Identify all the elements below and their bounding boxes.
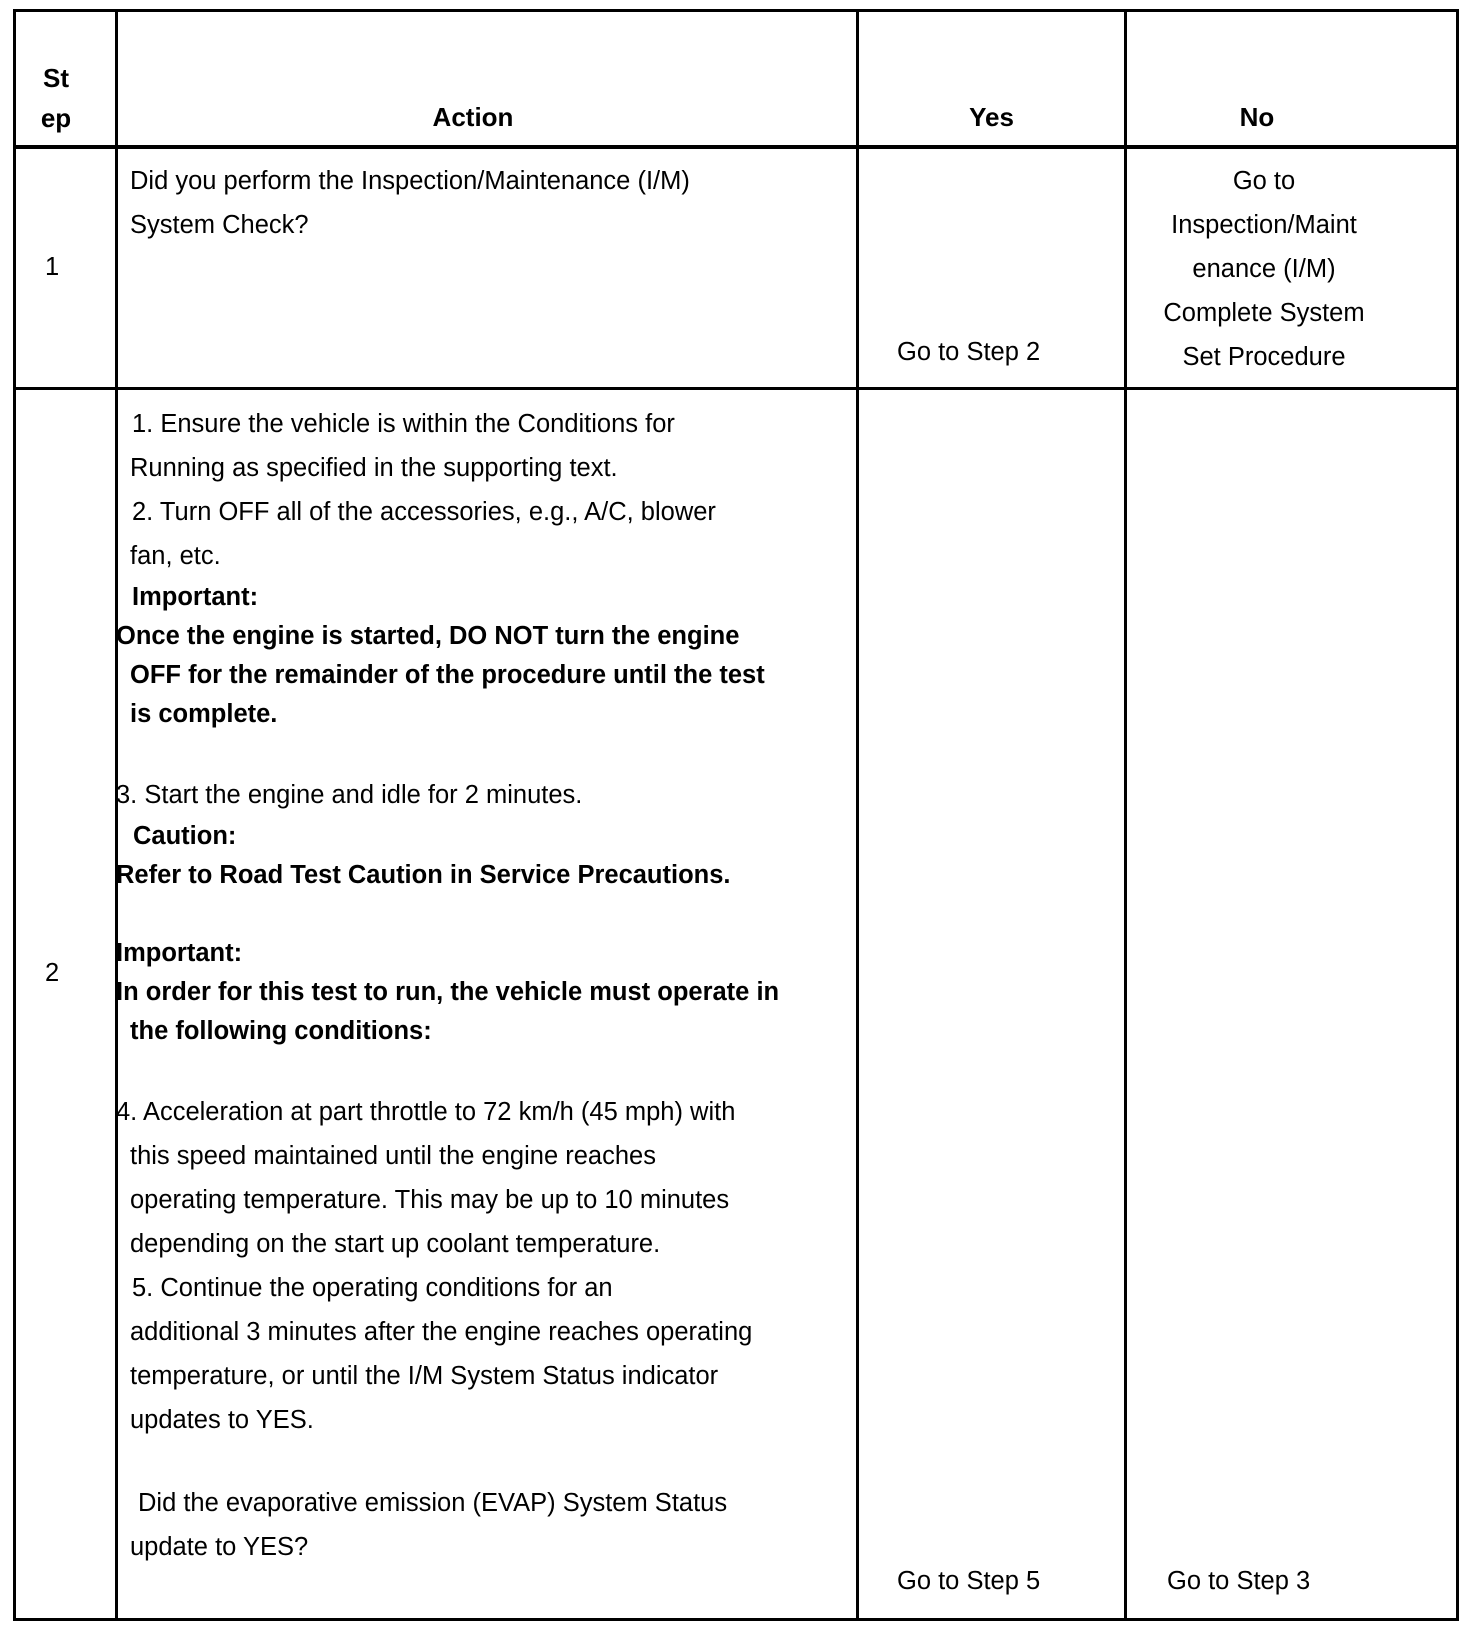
no-result-line: Go to: [1232, 167, 1296, 195]
diagnostic-table: [13, 9, 1459, 1621]
row-divider: [13, 387, 1459, 390]
no-result: Go to Step 3: [1167, 1567, 1311, 1595]
step-number: 2: [45, 959, 60, 987]
action-line: operating temperature. This may be up to 10 minutes: [130, 1186, 730, 1214]
action-line: 4. Acceleration at part throttle to 72 km/h (45 mph) with: [116, 1098, 736, 1126]
table-border-right: [1456, 9, 1459, 1621]
no-result-line: enance (I/M): [1192, 255, 1336, 283]
header-step-line1: St: [43, 63, 69, 93]
header-action: Action: [432, 102, 514, 132]
no-result-line: Complete System: [1163, 299, 1365, 327]
action-line: 2. Turn OFF all of the accessories, e.g., A/C, blower: [132, 498, 716, 526]
table-border-bottom: [13, 1618, 1459, 1621]
header-no: No: [1239, 102, 1275, 132]
no-result-line: Inspection/Maint: [1171, 211, 1357, 239]
row1-action: [130, 159, 690, 247]
action-line: 3. Start the engine and idle for 2 minutes.: [116, 781, 583, 809]
action-line: depending on the start up coolant temperature.: [130, 1230, 661, 1258]
yes-result: Go to Step 5: [897, 1567, 1041, 1595]
caution-note: Refer to Road Test Caution in Service Precautions.: [116, 861, 731, 889]
table-border-left: [13, 9, 16, 1621]
column-divider-action: [856, 9, 859, 1621]
header-divider: [13, 145, 1459, 149]
step-number: 1: [45, 253, 60, 281]
column-divider-yes: [1124, 9, 1127, 1621]
action-line: 1. Ensure the vehicle is within the Conditions for: [132, 410, 675, 438]
question-line: update to YES?: [130, 1533, 309, 1561]
important-note-line: OFF for the remainder of the procedure until the test: [130, 661, 765, 689]
yes-result: Go to Step 2: [897, 338, 1041, 366]
row2-action: [116, 402, 779, 1569]
no-result-line: Set Procedure: [1182, 343, 1346, 371]
action-line: Running as specified in the supporting text.: [130, 454, 618, 482]
header-step-line2: ep: [40, 103, 72, 133]
caution-label: Caution:: [133, 822, 237, 850]
action-line: additional 3 minutes after the engine reaches operating: [130, 1318, 753, 1346]
important-label: Important:: [132, 583, 259, 611]
important-note-line: Once the engine is started, DO NOT turn the engine: [116, 622, 740, 650]
action-line: Did you perform the Inspection/Maintenance (I/M): [130, 167, 690, 195]
action-line: 5. Continue the operating conditions for an: [132, 1274, 613, 1302]
no-result: [1129, 159, 1399, 379]
important-label: Important:: [116, 939, 243, 967]
action-line: this speed maintained until the engine reaches: [130, 1142, 656, 1170]
action-line: fan, etc.: [130, 542, 221, 570]
action-line: temperature, or until the I/M System Status indicator: [130, 1362, 719, 1390]
important-note-line: is complete.: [130, 700, 278, 728]
header-yes: Yes: [969, 102, 1014, 132]
important-note-line: In order for this test to run, the vehicle must operate in: [116, 978, 780, 1006]
question-line: Did the evaporative emission (EVAP) System Status: [138, 1489, 728, 1517]
header-step: [16, 58, 96, 138]
table-border-top: [13, 9, 1459, 12]
action-line: System Check?: [130, 211, 309, 239]
action-line: updates to YES.: [130, 1406, 314, 1434]
important-note-line: the following conditions:: [130, 1017, 432, 1045]
